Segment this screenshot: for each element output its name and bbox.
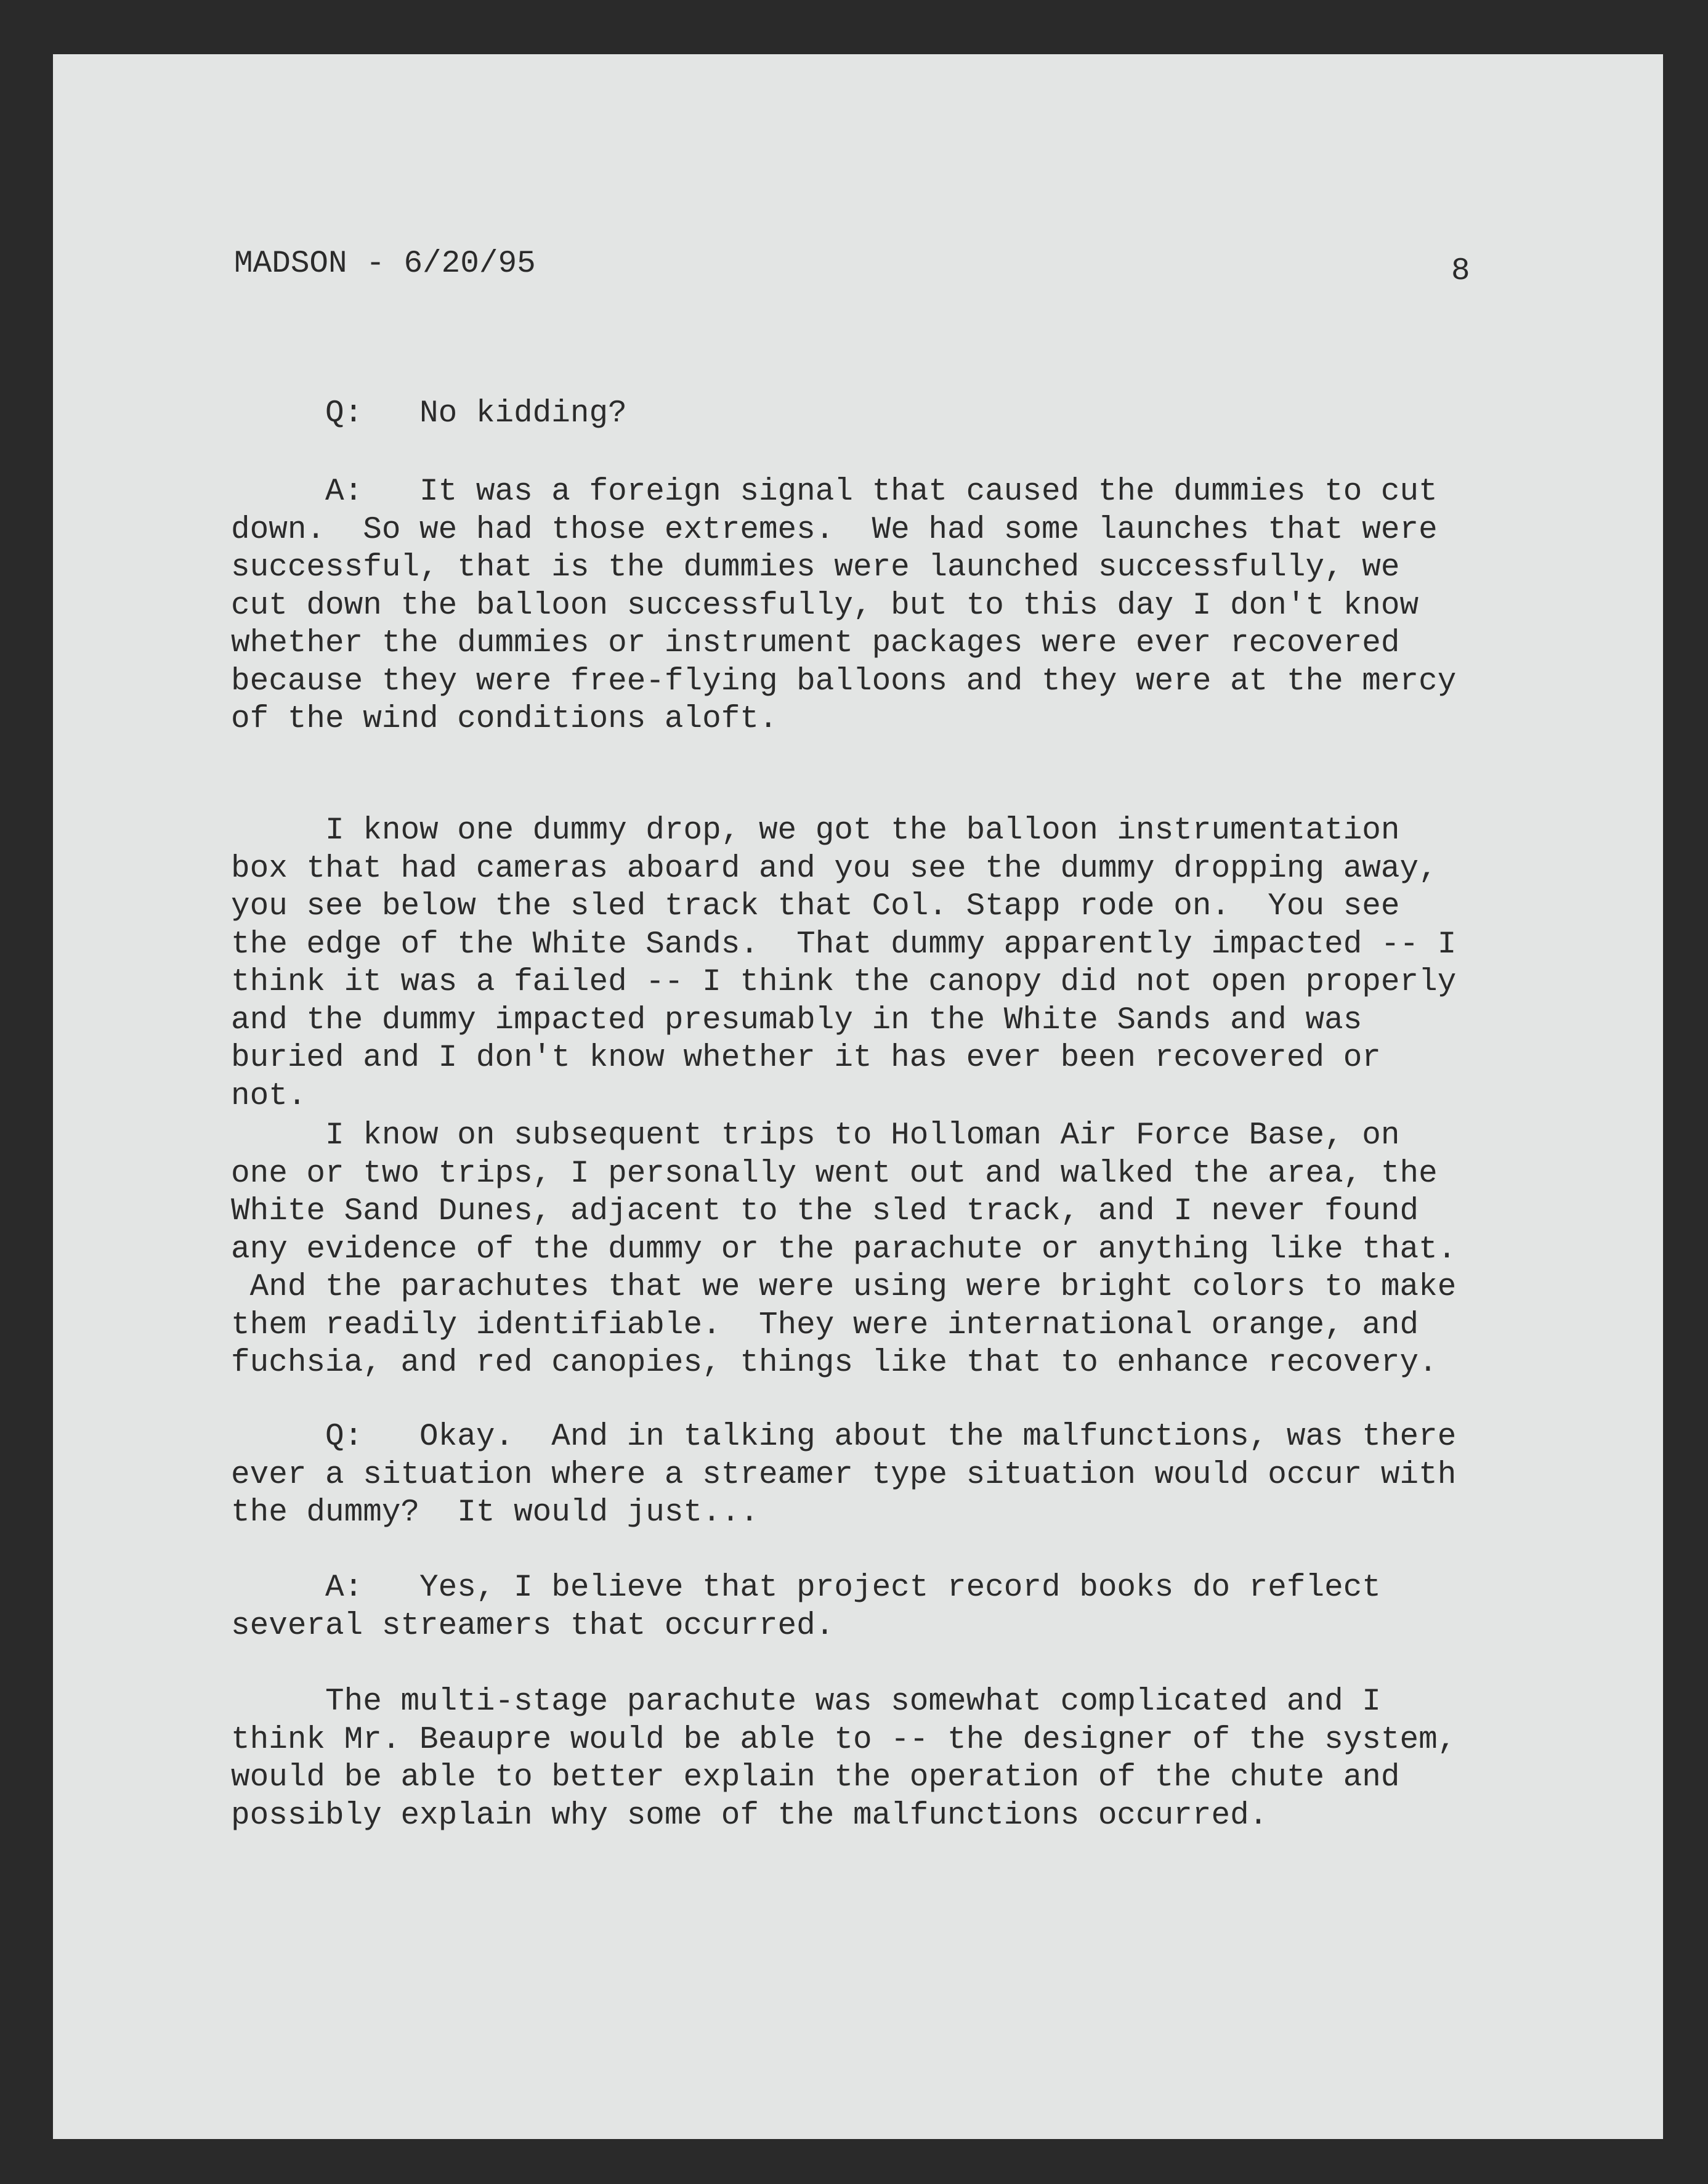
running-header: MADSON - 6/20/95	[234, 246, 536, 282]
document-page	[53, 54, 1663, 2139]
paragraph-question-1: Q: No kidding?	[231, 396, 627, 431]
paragraph-answer-1: A: It was a foreign signal that caused the dummies to cut down. So we had those extremes. We had some launches that were successful, that is the dummies were launched successfully, we cut down the balloon successfully, but to this day I don't know whether the dummies or instrument packages were ever recovered because they were free-flying balloons and they were at the mercy of the wind conditions aloft.	[231, 474, 1457, 737]
paragraph-answer-2: A: Yes, I believe that project record books do reflect several streamers that occurred.	[231, 1570, 1381, 1644]
paragraph-multi-stage: The multi-stage parachute was somewhat complicated and I think Mr. Beaupre would be able to -- the designer of the system, would be able to better explain the operation of the chute and possibly explain why some of the malfunctions occurred.	[231, 1684, 1457, 1833]
paragraph-question-2: Q: Okay. And in talking about the malfunctions, was there ever a situation where a streamer type situation would occur with the dummy? It would just...	[231, 1419, 1457, 1530]
paragraph-dummy-drop: I know one dummy drop, we got the balloon instrumentation box that had cameras aboard and you see the dummy dropping away, you see below the sled track that Col. Stapp rode on. You see the edge of the White Sands. That dummy apparently impacted -- I think it was a failed -- I think the canopy did not open properly and the dummy impacted presumably in the White Sands and was buried and I don't know whether it has ever been recovered or not.	[231, 813, 1457, 1114]
page-number: 8	[1451, 254, 1470, 289]
paragraph-holloman: I know on subsequent trips to Holloman Air Force Base, on one or two trips, I personally went out and walked the area, the White Sand Dunes, adjacent to the sled track, and I never found any evidence of the dummy or the parachute or anything like that. And the parachutes that we were using were bright colors to make them readily identifiable. They were international orange, and fuchsia, and red canopies, things like that to enhance recovery.	[231, 1118, 1457, 1381]
